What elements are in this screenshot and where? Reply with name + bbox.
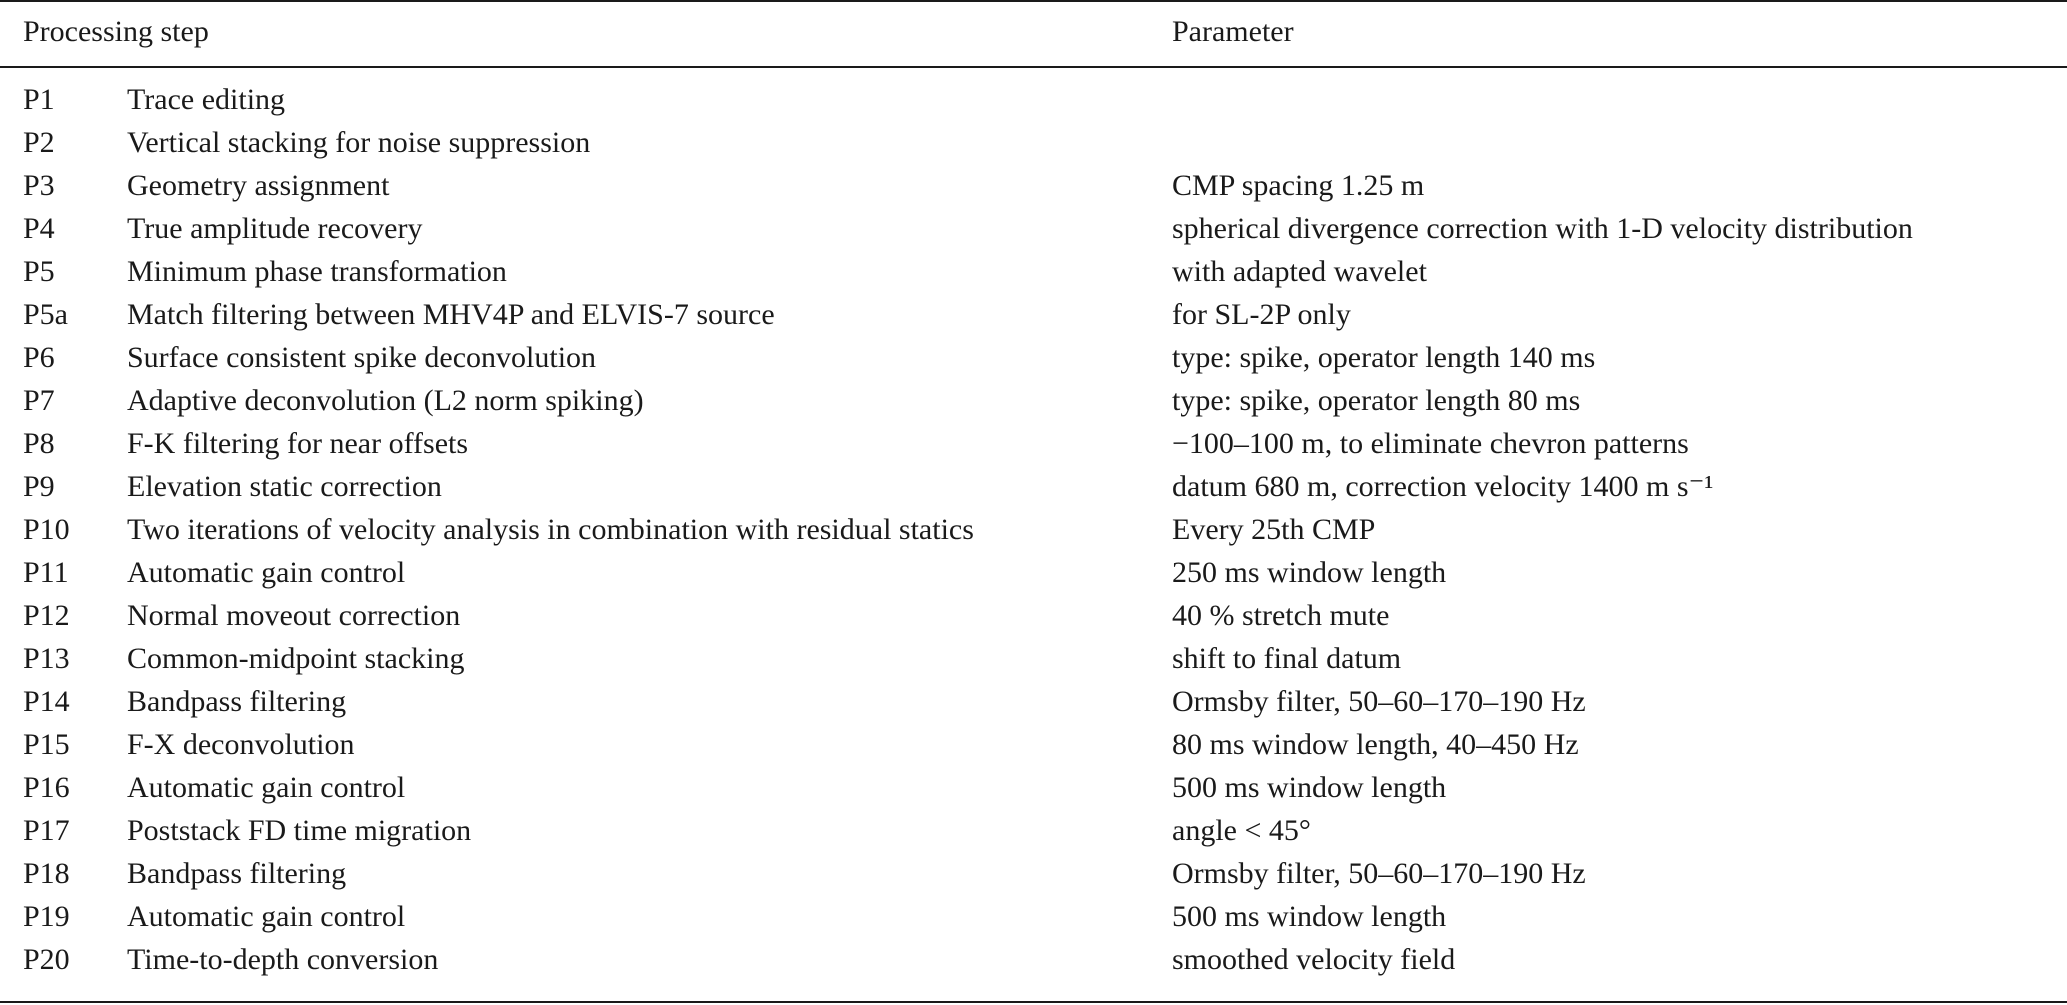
step-id: P8 xyxy=(23,427,55,460)
step-parameter: type: spike, operator length 140 ms xyxy=(1172,341,1596,374)
table-row xyxy=(0,895,2067,938)
table-row xyxy=(0,465,2067,508)
step-id: P12 xyxy=(23,599,70,632)
table-row xyxy=(0,551,2067,594)
step-parameter: smoothed velocity field xyxy=(1172,943,1456,976)
step-id: P6 xyxy=(23,341,55,374)
table-row xyxy=(0,723,2067,766)
step-id: P1 xyxy=(23,83,55,116)
step-name: Adaptive deconvolution (L2 norm spiking) xyxy=(127,384,644,417)
step-id: P7 xyxy=(23,384,55,417)
table-top-rule xyxy=(0,0,2067,2)
table-body xyxy=(0,78,2067,981)
step-parameter: 500 ms window length xyxy=(1172,771,1447,804)
step-id: P3 xyxy=(23,169,55,202)
table-row xyxy=(0,809,2067,852)
step-parameter: Ormsby filter, 50–60–170–190 Hz xyxy=(1172,685,1586,718)
step-id: P20 xyxy=(23,943,70,976)
table-header-rule xyxy=(0,66,2067,68)
step-id: P17 xyxy=(23,814,70,847)
header-processing-step: Processing step xyxy=(23,15,209,48)
step-id: P16 xyxy=(23,771,70,804)
step-id: P4 xyxy=(23,212,55,245)
step-name: F-X deconvolution xyxy=(127,728,355,761)
table-row xyxy=(0,207,2067,250)
step-name: Bandpass filtering xyxy=(127,685,347,718)
table-row xyxy=(0,422,2067,465)
step-id: P19 xyxy=(23,900,70,933)
header-parameter: Parameter xyxy=(1172,15,1294,48)
step-parameter: shift to final datum xyxy=(1172,642,1402,675)
table-row xyxy=(0,680,2067,723)
step-parameter: with adapted wavelet xyxy=(1172,255,1427,288)
table-row xyxy=(0,594,2067,637)
table-row xyxy=(0,336,2067,379)
table-row xyxy=(0,121,2067,164)
table-row xyxy=(0,766,2067,809)
step-id: P9 xyxy=(23,470,55,503)
table-row xyxy=(0,293,2067,336)
step-parameter: Ormsby filter, 50–60–170–190 Hz xyxy=(1172,857,1586,890)
step-name: True amplitude recovery xyxy=(127,212,423,245)
step-name: Automatic gain control xyxy=(127,771,406,804)
step-parameter: 500 ms window length xyxy=(1172,900,1447,933)
step-id: P5 xyxy=(23,255,55,288)
table-bottom-rule xyxy=(0,1001,2067,1003)
step-name: Match filtering between MHV4P and ELVIS-7 source xyxy=(127,298,775,331)
step-id: P5a xyxy=(23,298,68,331)
table-row xyxy=(0,852,2067,895)
step-id: P13 xyxy=(23,642,70,675)
step-name: Normal moveout correction xyxy=(127,599,461,632)
step-name: Automatic gain control xyxy=(127,556,406,589)
table-row xyxy=(0,379,2067,422)
step-parameter: −100–100 m, to eliminate chevron patterns xyxy=(1172,427,1689,460)
step-id: P11 xyxy=(23,556,69,589)
step-name: F-K filtering for near offsets xyxy=(127,427,469,460)
step-name: Automatic gain control xyxy=(127,900,406,933)
table-row xyxy=(0,938,2067,981)
table-header xyxy=(0,12,2067,52)
step-parameter: angle < 45° xyxy=(1172,814,1311,847)
step-parameter: datum 680 m, correction velocity 1400 m s⁻¹ xyxy=(1172,470,1714,503)
step-name: Elevation static correction xyxy=(127,470,442,503)
step-name: Bandpass filtering xyxy=(127,857,347,890)
step-name: Geometry assignment xyxy=(127,169,390,202)
step-name: Trace editing xyxy=(127,83,286,116)
step-parameter: 250 ms window length xyxy=(1172,556,1447,589)
table-row xyxy=(0,508,2067,551)
table-row xyxy=(0,637,2067,680)
step-name: Surface consistent spike deconvolution xyxy=(127,341,597,374)
step-id: P18 xyxy=(23,857,70,890)
step-name: Common-midpoint stacking xyxy=(127,642,465,675)
step-id: P14 xyxy=(23,685,70,718)
table-row xyxy=(0,78,2067,121)
step-name: Poststack FD time migration xyxy=(127,814,472,847)
step-parameter: CMP spacing 1.25 m xyxy=(1172,169,1425,202)
step-name: Two iterations of velocity analysis in combination with residual statics xyxy=(127,513,974,546)
step-id: P2 xyxy=(23,126,55,159)
step-parameter: Every 25th CMP xyxy=(1172,513,1376,546)
step-parameter: type: spike, operator length 80 ms xyxy=(1172,384,1581,417)
step-name: Time-to-depth conversion xyxy=(127,943,439,976)
step-id: P10 xyxy=(23,513,70,546)
step-parameter: spherical divergence correction with 1-D velocity distribution xyxy=(1172,212,1913,245)
step-id: P15 xyxy=(23,728,70,761)
step-name: Minimum phase transformation xyxy=(127,255,507,288)
step-parameter: 80 ms window length, 40–450 Hz xyxy=(1172,728,1579,761)
table-row xyxy=(0,164,2067,207)
table-row xyxy=(0,250,2067,293)
step-name: Vertical stacking for noise suppression xyxy=(127,126,591,159)
step-parameter: for SL-2P only xyxy=(1172,298,1351,331)
step-parameter: 40 % stretch mute xyxy=(1172,599,1390,632)
